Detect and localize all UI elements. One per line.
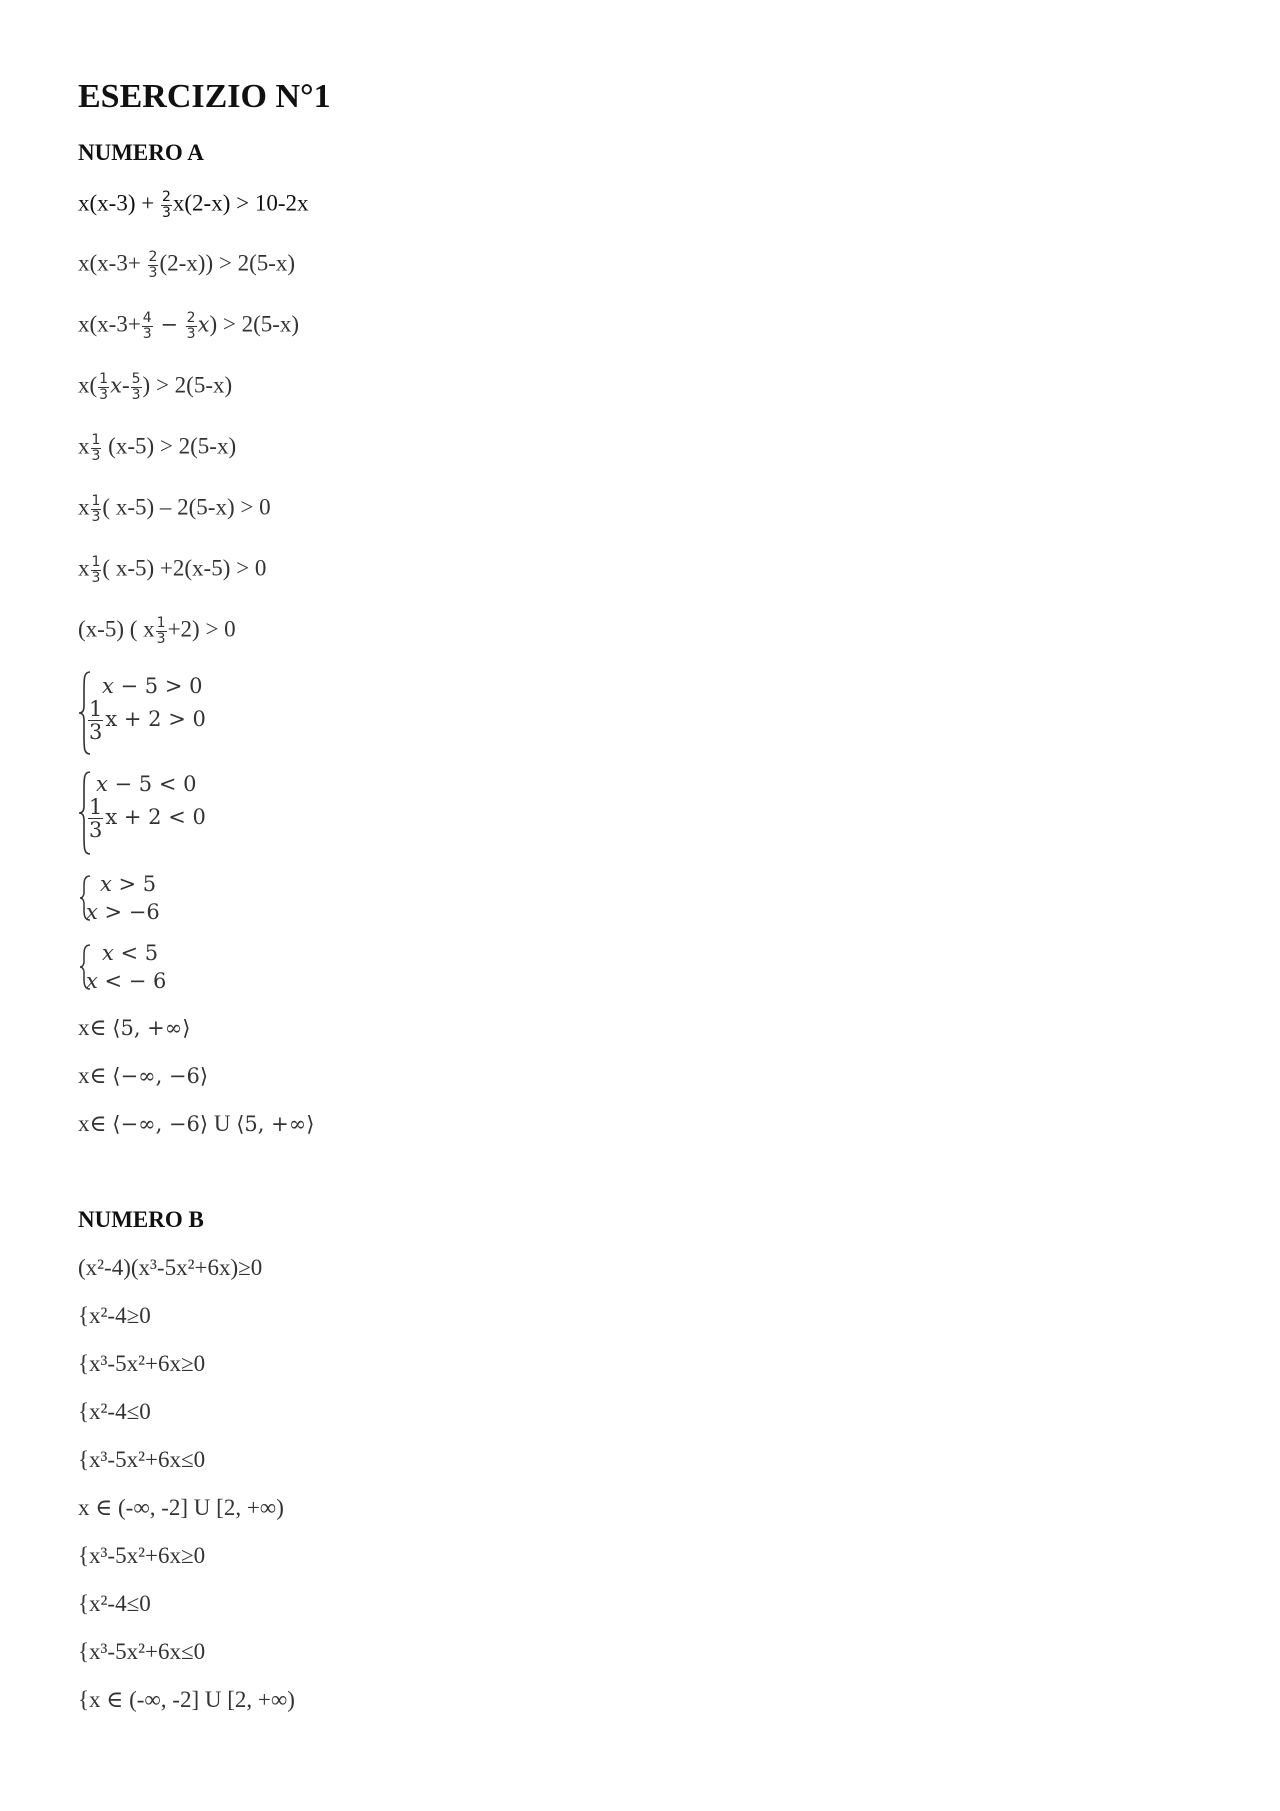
- section-heading-numero-a: NUMERO A: [78, 140, 204, 165]
- system-3: [78, 872, 278, 924]
- system-3-line-2: x > −6: [86, 900, 160, 924]
- fraction: $\frac{1}{3}$: [91, 493, 101, 525]
- system-3-line-1: x > 5: [100, 872, 157, 896]
- equation-line-2: x(x-3+ $\frac{2}{3}$ (2-x)) > 2(5-x): [78, 249, 296, 281]
- section-heading-numero-b: NUMERO B: [78, 1207, 204, 1232]
- equation-line-4: x( $\frac{1}{3}$ x- $\frac{5}{3}$ ) > 2(5-x): [78, 371, 233, 403]
- solution-line-1: x∈ ⟨5, +∞⟩: [78, 1015, 191, 1040]
- numero-b-line-1: (x²-4)(x³-5x²+6x)≥0: [78, 1255, 263, 1280]
- fraction: $\frac{1}{3}$: [99, 371, 109, 403]
- page-title: ESERCIZIO N°1: [78, 78, 331, 115]
- equation-line-1: x(x-3) + $\frac{2}{3}$ x(2-x) > 10-2x: [78, 189, 309, 221]
- numero-b-line-2: {x²-4≥0: [78, 1303, 151, 1328]
- fraction: $\frac{2}{3}$: [161, 189, 171, 221]
- numero-b-line-8: {x²-4≤0: [78, 1591, 151, 1616]
- numero-b-line-5: {x³-5x²+6x≤0: [78, 1447, 206, 1472]
- equation-line-8: (x-5) ( x $\frac{1}{3}$ +2) > 0: [78, 615, 236, 647]
- system-2-line-2: $\frac{1}{3}$ x + 2 < 0: [89, 795, 206, 843]
- fraction: $\frac{2}{3}$: [186, 310, 196, 342]
- solution-line-3: x∈ ⟨−∞, −6⟩ U ⟨5, +∞⟩: [78, 1111, 315, 1136]
- equation-line-3: x(x-3+ $\frac{4}{3}$ − $\frac{2}{3}$ x) > 2(5-x): [78, 310, 300, 342]
- fraction: $\frac{4}{3}$: [142, 310, 152, 342]
- fraction: $\frac{2}{3}$: [148, 249, 158, 281]
- numero-b-line-4: {x²-4≤0: [78, 1399, 151, 1424]
- system-4-line-2: x < − 6: [86, 969, 167, 993]
- fraction: $\frac{1}{3}$: [91, 432, 101, 464]
- fraction: $\frac{1}{3}$: [156, 615, 166, 647]
- system-2: [78, 770, 278, 856]
- numero-b-line-3: {x³-5x²+6x≥0: [78, 1351, 206, 1376]
- numero-b-line-6: x ∈ (-∞, -2] U [2, +∞): [78, 1495, 284, 1520]
- system-4: [78, 941, 278, 993]
- system-1-line-2: $\frac{1}{3}$ x + 2 > 0: [89, 697, 206, 745]
- fraction: $\frac{1}{3}$: [89, 697, 103, 745]
- numero-b-line-9: {x³-5x²+6x≤0: [78, 1639, 206, 1664]
- fraction: $\frac{1}{3}$: [91, 554, 101, 586]
- numero-b-line-10: {x ∈ (-∞, -2] U [2, +∞): [78, 1687, 295, 1712]
- fraction: $\frac{1}{3}$: [89, 795, 103, 843]
- system-4-line-1: x < 5: [102, 941, 159, 965]
- fraction: $\frac{5}{3}$: [131, 371, 141, 403]
- equation-line-7: x $\frac{1}{3}$ ( x-5) +2(x-5) > 0: [78, 554, 267, 586]
- system-1-line-1: x − 5 > 0: [102, 674, 203, 698]
- solution-line-2: x∈ ⟨−∞, −6⟩: [78, 1063, 209, 1088]
- system-2-line-1: x − 5 < 0: [96, 772, 197, 796]
- system-1: [78, 670, 278, 756]
- equation-line-5: x $\frac{1}{3}$ (x-5) > 2(5-x): [78, 432, 237, 464]
- equation-line-6: x $\frac{1}{3}$ ( x-5) – 2(5-x) > 0: [78, 493, 271, 525]
- numero-b-line-7: {x³-5x²+6x≥0: [78, 1543, 206, 1568]
